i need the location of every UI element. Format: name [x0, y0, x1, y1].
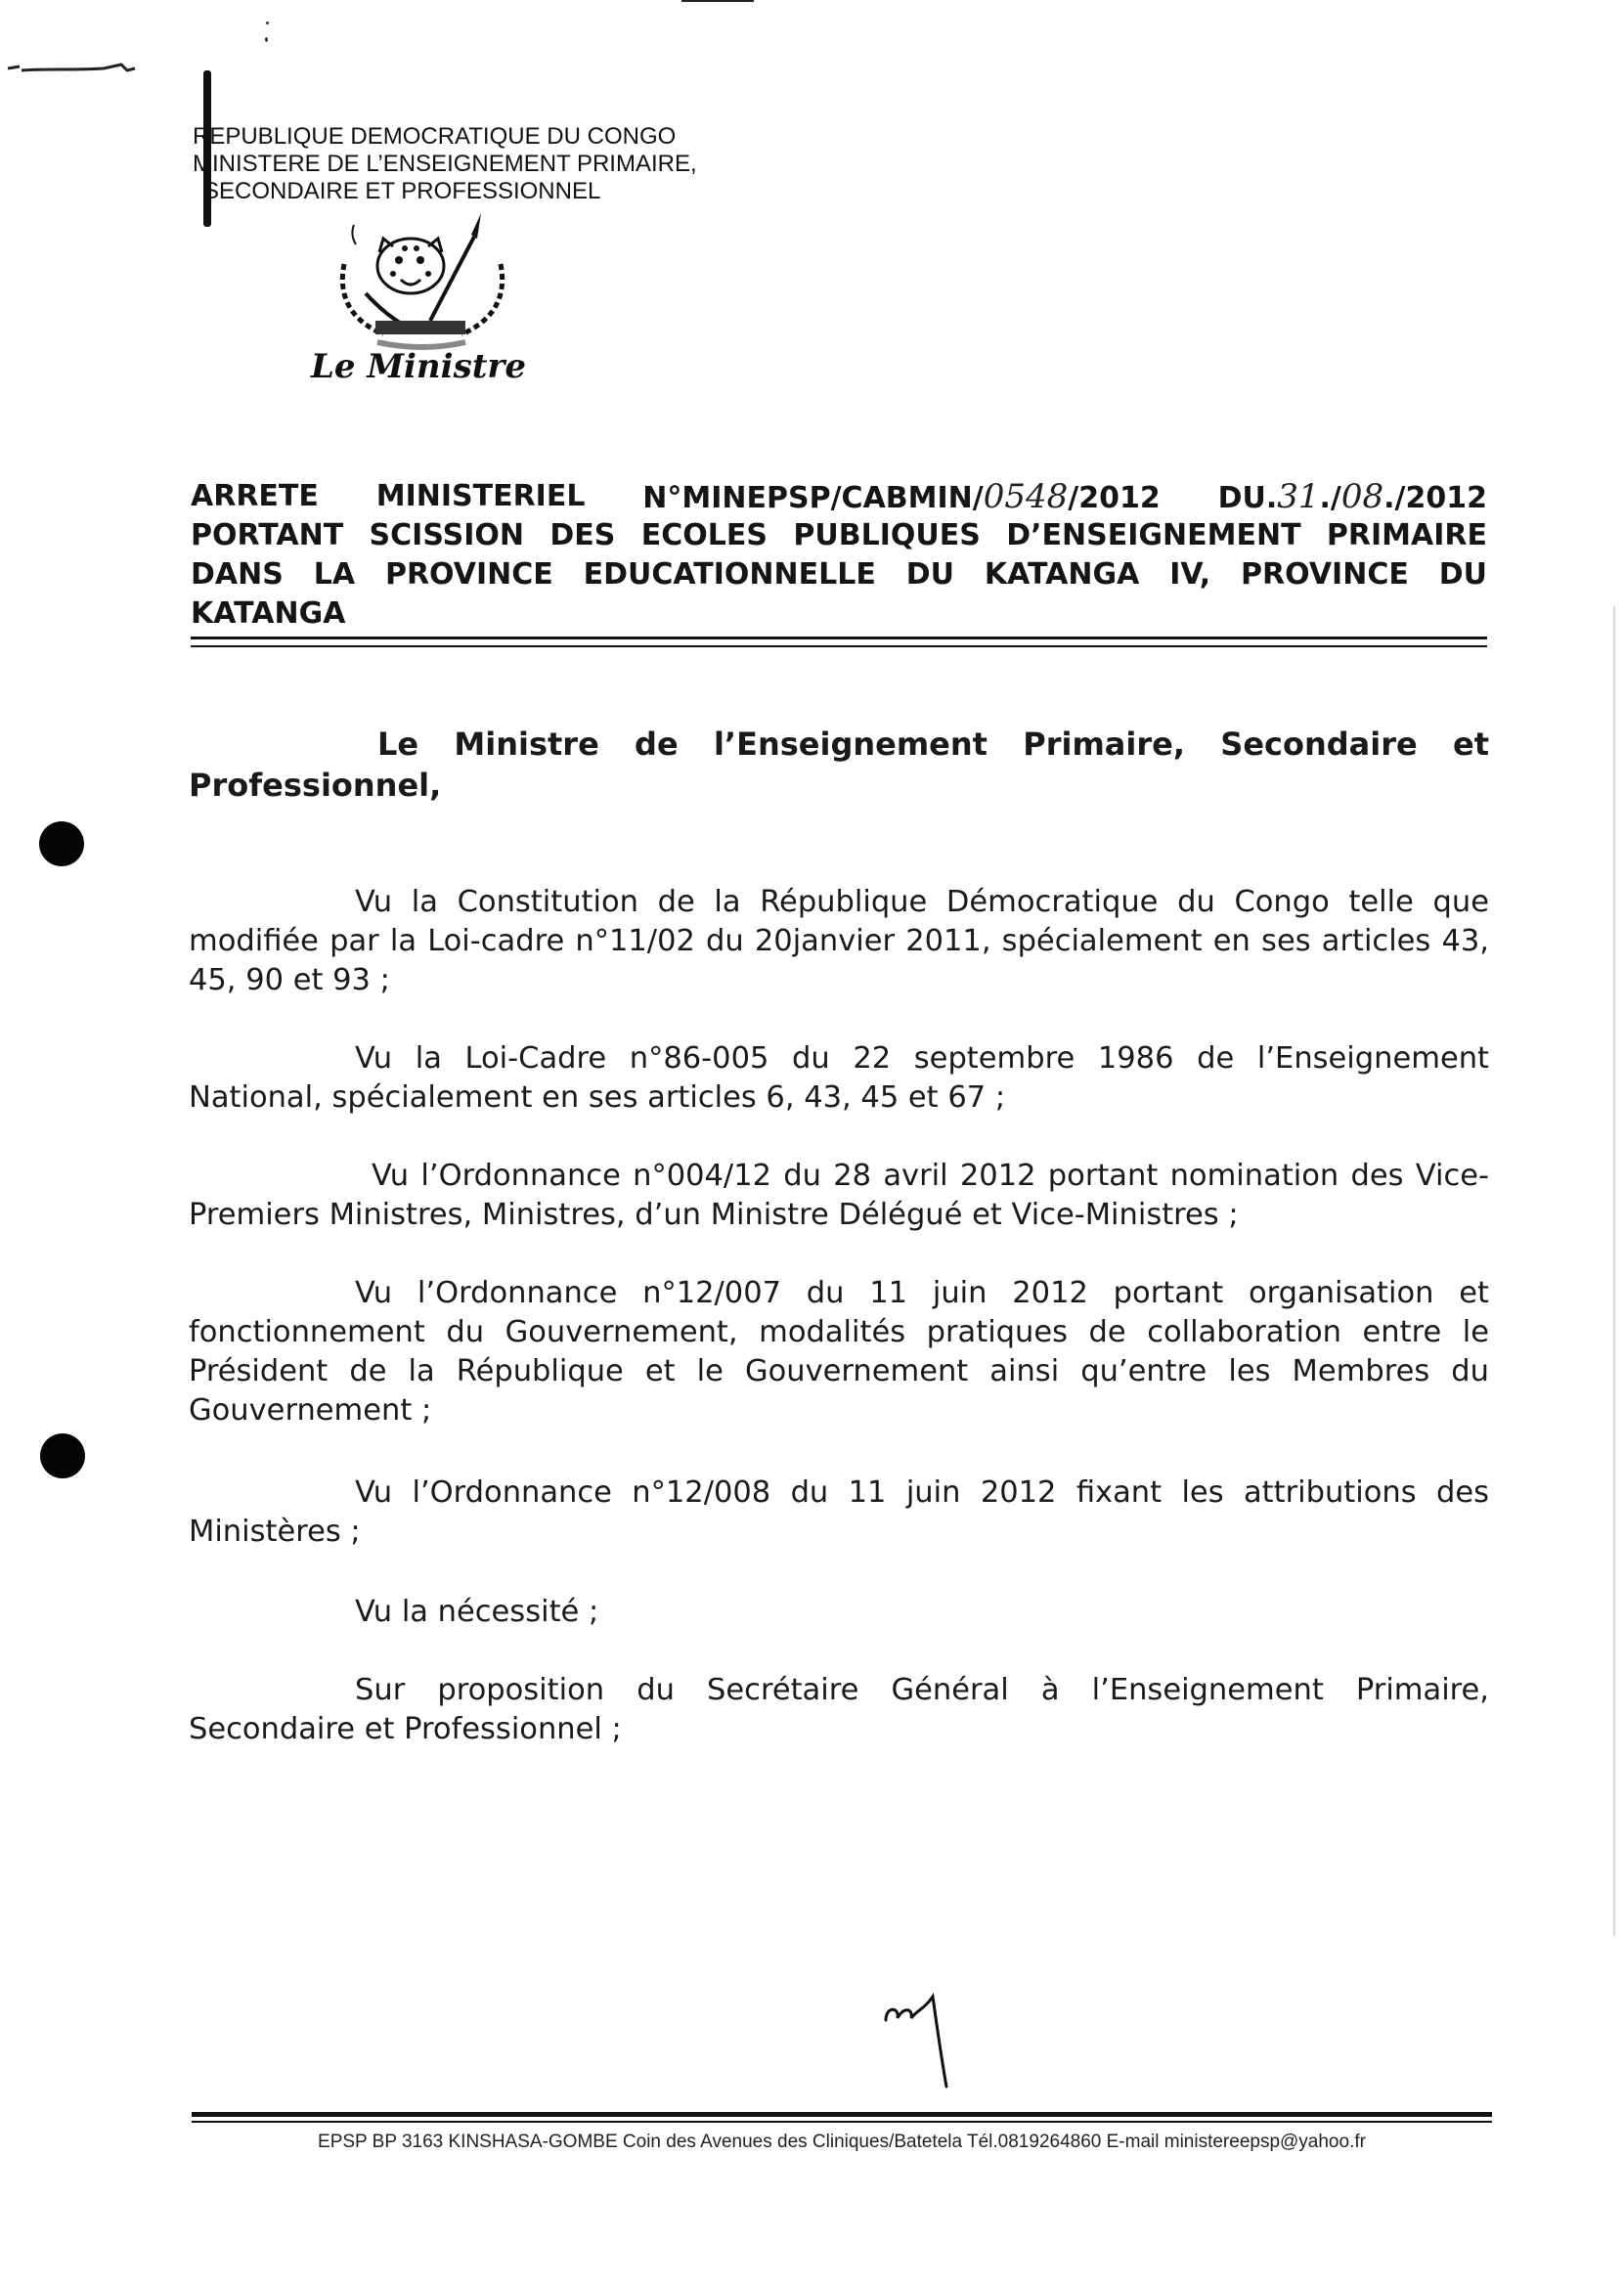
minister-heading: Le Ministre de l’Enseignement Primaire, Secondaire et Professionnel,	[189, 726, 1489, 804]
footer-address: EPSP BP 3163 KINSHASA-GOMBE Coin des Avenues des Cliniques/Batetela Tél.0819264860 E-mail ministereepsp@yahoo.fr	[318, 2132, 1366, 2152]
title-rule	[191, 637, 1487, 639]
minister-signature-text: Le Ministre	[311, 347, 526, 386]
title-reference: N°MINEPSP/CABMIN/0548/2012	[642, 477, 1161, 516]
footer-rule	[192, 2112, 1492, 2117]
handwritten-day: 31	[1277, 477, 1320, 516]
header-ministry-cont: SECONDAIRE ET PROFESSIONNEL	[203, 178, 601, 204]
scan-speck	[266, 22, 269, 24]
title-ministeriel: MINISTERIEL	[375, 479, 586, 513]
handwritten-month: 08	[1340, 477, 1384, 516]
header-republic: REPUBLIQUE DEMOCRATIQUE DU CONGO	[193, 123, 677, 150]
footer-rule-secondary	[192, 2121, 1492, 2123]
punch-hole-bottom	[40, 1433, 85, 1478]
punch-hole-top	[39, 821, 84, 866]
scan-margin-line	[1613, 606, 1615, 1936]
header-ministry: MINISTERE DE L’ENSEIGNEMENT PRIMAIRE,	[193, 151, 697, 177]
title-date: DU.31./08./2012	[1217, 477, 1487, 516]
handwritten-number: 0548	[983, 477, 1069, 516]
coat-of-arms-icon	[315, 205, 520, 358]
title-arrete: ARRETE	[191, 479, 319, 513]
vu-constitution: Vu la Constitution de la République Démocratique du Congo telle que modifiée par la Loi-cadre n°11/02 du 20janvier 2011, spécialement en ses articles 43, 45, 90 et 93 ;	[189, 885, 1489, 997]
vu-ordonnance-004: Vu l’Ordonnance n°004/12 du 28 avril 2012 portant nomination des Vice-Premiers Ministres, Ministres, d’un Ministre Délégué et Vice-Ministres ;	[189, 1159, 1489, 1232]
scan-speck	[265, 37, 268, 42]
sur-proposition: Sur proposition du Secrétaire Général à l’Enseignement Primaire, Secondaire et Professionnel ;	[189, 1673, 1489, 1746]
title-rule-secondary	[191, 645, 1487, 647]
vu-ordonnance-008: Vu l’Ordonnance n°12/008 du 11 juin 2012 fixant les attributions des Ministères ;	[189, 1475, 1489, 1549]
scan-edge-line	[681, 0, 754, 2]
handwritten-initials-icon	[880, 1985, 968, 2092]
scan-smudge-mark	[6, 57, 143, 80]
vu-loi-cadre: Vu la Loi-Cadre n°86-005 du 22 septembre 1986 de l’Enseignement National, spécialement en ses articles 6, 43, 45 et 67 ;	[189, 1041, 1489, 1115]
vu-necessite: Vu la nécessité ;	[355, 1595, 599, 1629]
decree-title-line1	[191, 477, 1487, 518]
decree-title-rest: PORTANT SCISSION DES ECOLES PUBLIQUES D’ENSEIGNEMENT PRIMAIRE DANS LA PROVINCE EDUCATIONNELLE DU KATANGA IV, PROVINCE DU KATANGA	[191, 518, 1487, 631]
vu-ordonnance-007: Vu l’Ordonnance n°12/007 du 11 juin 2012 portant organisation et fonctionnement du Gouvernement, modalités pratiques de collaboration entre le Président de la République et le Gouvernement ainsi qu’entre les Membres du Gouvernement ;	[189, 1276, 1489, 1428]
